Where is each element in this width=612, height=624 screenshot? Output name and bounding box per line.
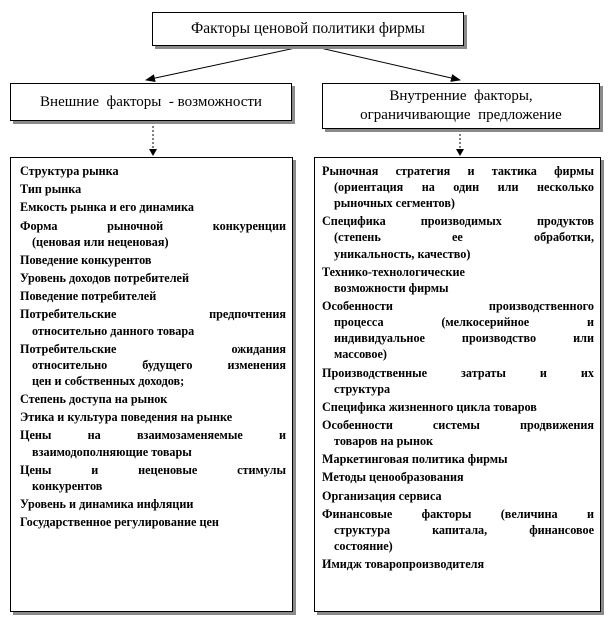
- internal-factor-item-line: возможности фирмы: [334, 280, 449, 295]
- external-factor-item: [20, 163, 286, 179]
- internal-factor-item: [322, 451, 594, 467]
- internal-factor-item-line: Специфика производимых продуктов: [322, 214, 594, 229]
- internal-factors-heading-line2: ограничивающие предложение: [360, 107, 562, 123]
- internal-factor-item-line: процесса (мелкосерийное и: [334, 315, 594, 330]
- external-factor-item-line: Государственное регулирование цен: [20, 515, 219, 530]
- internal-factor-item-line: Маркетинговая политика фирмы: [322, 452, 508, 467]
- external-factor-item-line: цен и собственных доходов;: [32, 373, 185, 388]
- internal-factor-item-line: Особенности производственного: [322, 299, 594, 314]
- internal-factor-item: [322, 488, 594, 504]
- internal-factor-item: [322, 365, 594, 397]
- external-factor-item-line: Тип рынка: [20, 182, 82, 197]
- external-factor-item-line: Поведение конкурентов: [20, 252, 152, 267]
- internal-factor-item-line: Методы ценообразования: [322, 470, 464, 485]
- external-factor-item-line: Структура рынка: [20, 164, 119, 178]
- internal-factor-item-line: состояние): [334, 539, 393, 553]
- external-factor-item: [20, 199, 286, 215]
- internal-factor-item-line: Организация сервиса: [322, 488, 442, 503]
- internal-factor-item-line: Рыночная стратегия и тактика фирмы: [322, 164, 594, 178]
- external-factor-item-line: Цены на взаимозаменяемые и: [20, 428, 286, 443]
- external-factors-list: [10, 157, 293, 612]
- external-factor-item: [20, 288, 286, 304]
- external-factor-item: [20, 391, 286, 407]
- internal-factor-item-line: (ориентация на один или несколько: [334, 180, 594, 195]
- external-factor-item: [20, 341, 286, 389]
- internal-factor-item: [322, 417, 594, 449]
- external-factor-item: [20, 306, 286, 338]
- internal-factor-item-line: уникальность, качество): [334, 246, 471, 261]
- arrowhead-left: [149, 149, 157, 156]
- external-factor-item: [20, 218, 286, 250]
- external-factors-heading-text: Внешние факторы - возможности: [40, 93, 262, 110]
- external-factor-item-line: взаимодополняющие товары: [32, 444, 192, 459]
- internal-factor-item-line: Имидж товаропроизводителя: [322, 557, 485, 572]
- external-factor-item-line: Степень доступа на рынок: [20, 392, 168, 407]
- internal-factor-item: [322, 469, 594, 485]
- internal-factor-item: [322, 556, 594, 572]
- arrowhead-right: [456, 149, 464, 156]
- external-factor-item: [20, 427, 286, 459]
- arrow-to-internal: [316, 47, 460, 80]
- internal-factor-item: [322, 264, 594, 296]
- internal-factors-heading: [322, 83, 600, 129]
- diagram-title-text: Факторы ценовой политики фирмы: [191, 20, 425, 37]
- external-factor-item: [20, 496, 286, 512]
- external-factor-item: [20, 409, 286, 425]
- internal-factor-item: [322, 298, 594, 362]
- external-factor-item-line: Потребительские предпочтения: [20, 307, 286, 322]
- internal-factor-item: [322, 213, 594, 261]
- internal-factor-item-line: Производственные затраты и их: [322, 365, 594, 380]
- external-factor-item: [20, 462, 286, 494]
- internal-factor-item-line: индивидуальное производство или: [334, 331, 594, 346]
- internal-factor-item: [322, 163, 594, 211]
- internal-factor-item-line: структура: [334, 381, 391, 396]
- internal-factor-item-line: товаров на рынок: [334, 434, 434, 449]
- external-factor-item-line: Емкость рынка и его динамика: [20, 200, 194, 215]
- external-factor-item-line: Цены и неценовые стимулы: [20, 462, 286, 477]
- internal-factor-item-line: Технико-технологические: [322, 264, 465, 279]
- internal-factor-item-line: Финансовые факторы (величина и: [322, 506, 594, 521]
- diagram-title: [152, 12, 464, 46]
- external-factor-item-line: Поведение потребителей: [20, 289, 157, 304]
- external-factor-item-line: Форма рыночной конкуренции: [20, 218, 286, 233]
- arrow-to-external: [146, 47, 300, 80]
- external-factor-item-line: Этика и культура поведения на рынке: [20, 410, 233, 425]
- internal-factor-item: [322, 399, 594, 415]
- external-factor-item: [20, 252, 286, 268]
- external-factor-item-line: Уровень и динамика инфляции: [20, 497, 194, 511]
- external-factor-item: [20, 514, 286, 530]
- external-factor-item-line: Уровень доходов потребителей: [20, 271, 189, 286]
- external-factor-item-line: (ценовая или неценовая): [32, 234, 169, 249]
- internal-factor-item-line: структура капитала, финансовое: [334, 522, 594, 537]
- internal-factor-item-line: массовое): [334, 347, 387, 362]
- internal-factor-item-line: рыночных сегментов): [334, 196, 455, 211]
- external-factor-item: [20, 181, 286, 197]
- external-factor-item-line: относительно будущего изменения: [32, 357, 286, 372]
- external-factor-item-line: Потребительские ожидания: [20, 341, 286, 356]
- external-factor-item-line: конкурентов: [32, 478, 103, 493]
- external-factors-heading: [10, 83, 292, 121]
- internal-factors-heading-line1: Внутренние факторы,: [389, 88, 533, 104]
- internal-factor-item-line: Специфика жизненного цикла товаров: [322, 399, 537, 414]
- internal-factors-list: [314, 157, 601, 612]
- external-factor-item-line: относительно данного товара: [32, 323, 195, 338]
- external-factor-item: [20, 270, 286, 286]
- internal-factor-item-line: Особенности системы продвижения: [322, 417, 594, 432]
- internal-factor-item: [322, 506, 594, 554]
- internal-factor-item-line: (степень ее обработки,: [334, 230, 594, 245]
